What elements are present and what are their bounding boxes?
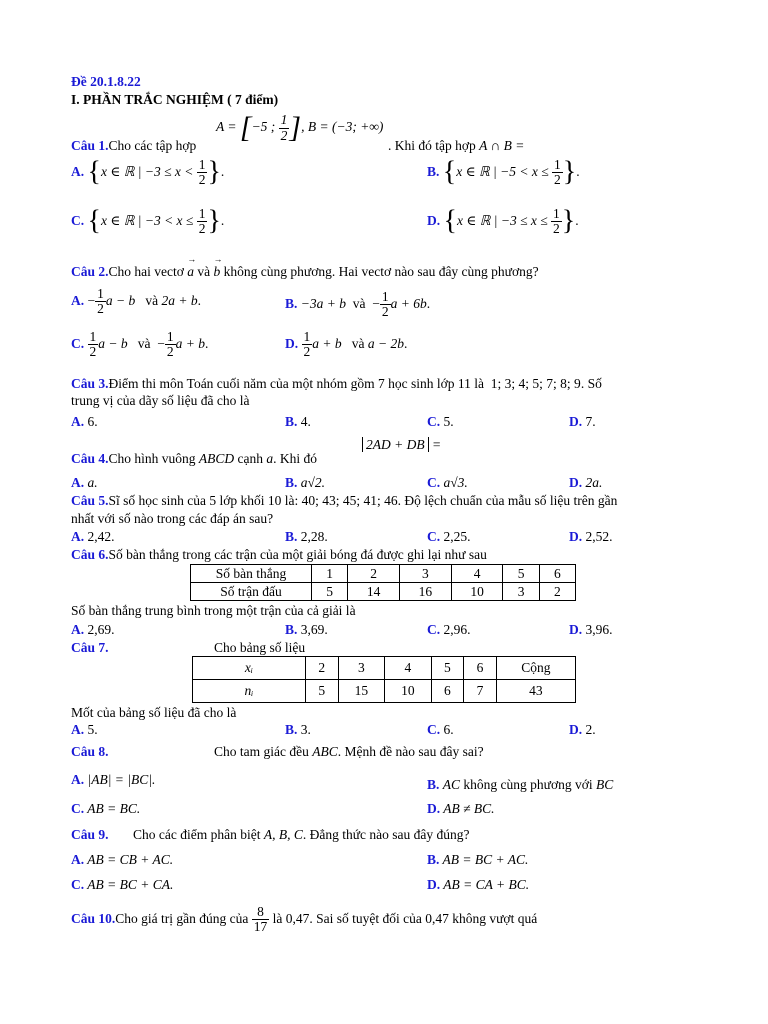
question-7-table: [192, 656, 576, 703]
table-cell: 6: [431, 680, 464, 703]
question-8-stem: Cho tam giác đều ABC. Mệnh đề nào sau đây sai?: [214, 744, 484, 759]
table-cell: 2: [306, 657, 339, 680]
question-2-option-b: B. −3a + b và − $\frac{1}{2}$ a + 6b.: [285, 289, 431, 320]
table-cell: 4: [451, 565, 503, 583]
question-2-option-d: D. $\frac{1}{2}$ a + b và a − 2b.: [285, 329, 408, 360]
question-7-option-d: D. 2.: [569, 722, 596, 737]
question-1-stem-mid: . Khi đó tập hợp A ∩ B =: [388, 138, 525, 153]
question-2-stem: Câu 2.Cho hai vectơ → a và → b không cùng phương. Hai vectơ nào sau đây cùng phương?: [71, 264, 539, 280]
question-1-option-b: B. {x ∈ ℝ | −5 < x ≤ $\frac{1}{2}$ }.: [427, 156, 580, 188]
table-cell: Cộng: [496, 657, 575, 680]
question-5-stem: Câu 5.Sĩ số học sinh của 5 lớp khối 10 là: 40; 43; 45; 41; 46. Độ lệch chuẩn của mẫu số liệu trên gần: [71, 493, 618, 508]
question-9-option-c: C. AB = BC + CA.: [71, 877, 174, 892]
question-6-table: [190, 564, 576, 601]
question-3-option-a: A. 6.: [71, 414, 98, 429]
question-8-label: Câu 8.: [71, 744, 109, 759]
table-cell: 6: [464, 657, 497, 680]
question-3-option-c: C. 5.: [427, 414, 454, 429]
question-7-option-c: C. 6.: [427, 722, 454, 737]
table-cell: 2: [348, 565, 400, 583]
question-7-option-a: A. 5.: [71, 722, 98, 737]
question-7-option-b: B. 3.: [285, 722, 311, 737]
question-4-expression: 2AD + DB =: [362, 437, 441, 453]
question-6-stem: Câu 6.Số bàn thắng trong các trận của một giải bóng đá được ghi lại như sau: [71, 547, 487, 562]
question-4-option-a: A. a.: [71, 475, 98, 490]
question-7-stem-line2: Mốt của bảng số liệu đã cho là: [71, 705, 237, 720]
table-row: [191, 583, 576, 601]
exam-code: Đề 20.1.8.22: [71, 74, 141, 89]
question-4-stem: Câu 4.Cho hình vuông ABCD cạnh a. Khi đó: [71, 451, 318, 466]
question-1-option-d: D. {x ∈ ℝ | −3 ≤ x ≤ $\frac{1}{2}$ }.: [427, 205, 579, 237]
question-9-option-d: D. AB = CA + BC.: [427, 877, 530, 892]
question-8-option-c: C. AB = BC.: [71, 801, 141, 816]
table-cell: 43: [496, 680, 575, 703]
question-6-option-c: C. 2,96.: [427, 622, 471, 637]
table-cell: nᵢ: [193, 680, 306, 703]
table-cell: 5: [503, 565, 539, 583]
section-title: I. PHẦN TRẮC NGHIỆM ( 7 điểm): [71, 92, 279, 107]
table-cell: 10: [451, 583, 503, 601]
table-cell: xᵢ: [193, 657, 306, 680]
question-4-option-d: D. 2a.: [569, 475, 603, 490]
question-8-option-a: A. |AB| = |BC|.: [71, 772, 156, 787]
table-row: [193, 657, 576, 680]
question-10-stem: Câu 10.Cho giá trị gần đúng của $\frac{8}{17}$ là 0,47. Sai số tuyệt đối của 0,47 không vượt quá: [71, 904, 538, 935]
table-cell: 4: [385, 657, 432, 680]
table-cell: 5: [306, 680, 339, 703]
question-6-stem-line2: Số bàn thắng trung bình trong một trận của cả giải là: [71, 603, 356, 618]
question-6-option-b: B. 3,69.: [285, 622, 328, 637]
question-3-option-b: B. 4.: [285, 414, 311, 429]
question-5-stem-line2: nhất với số nào trong các đáp án sau?: [71, 511, 274, 526]
question-2-option-a: A. − $\frac{1}{2}$ a − b và 2a + b.: [71, 286, 201, 317]
table-cell: 10: [385, 680, 432, 703]
question-9-option-b: B. AB = BC + AC.: [427, 852, 529, 867]
table-cell: 5: [431, 657, 464, 680]
question-9-label: Câu 9.: [71, 827, 109, 842]
question-4-option-b: B. a√2.: [285, 475, 326, 490]
question-6-option-a: A. 2,69.: [71, 622, 115, 637]
table-cell: Số trận đấu: [191, 583, 312, 601]
table-cell: 3: [399, 565, 451, 583]
question-9-stem: Cho các điểm phân biệt A, B, C. Đẳng thức nào sau đây đúng?: [133, 827, 470, 842]
table-cell: 6: [539, 565, 575, 583]
table-cell: 7: [464, 680, 497, 703]
question-7-label: Câu 7.: [71, 640, 109, 655]
question-7-stem: Cho bảng số liệu: [214, 640, 306, 655]
table-cell: 1: [312, 565, 348, 583]
question-1-stem: Câu 1.Cho các tập hợp: [71, 138, 197, 153]
question-1-option-c: C. {x ∈ ℝ | −3 < x ≤ $\frac{1}{2}$ }.: [71, 205, 225, 237]
question-3-stem: Câu 3.Điểm thi môn Toán cuối năm của một nhóm gồm 7 học sinh lớp 11 là 1; 3; 4; 5; 7; 8; 9. Số: [71, 376, 602, 391]
question-3-stem-line2: trung vị của dãy số liệu đã cho là: [71, 393, 250, 408]
question-5-option-d: D. 2,52.: [569, 529, 613, 544]
question-1-set-a: A = [−5 ; $\frac{1}{2}$ ], B = (−3; +∞): [216, 111, 384, 144]
question-5-option-c: C. 2,25.: [427, 529, 471, 544]
question-4-option-c: C. a√3.: [427, 475, 468, 490]
question-1-option-a: A. {x ∈ ℝ | −3 ≤ x < $\frac{1}{2}$ }.: [71, 156, 225, 188]
table-row: [193, 680, 576, 703]
question-8-option-d: D. AB ≠ BC.: [427, 801, 495, 816]
question-2-option-c: C. $\frac{1}{2}$ a − b và − $\frac{1}{2}$ a + b.: [71, 329, 209, 360]
table-cell: 3: [338, 657, 385, 680]
table-cell: 2: [539, 583, 575, 601]
question-6-option-d: D. 3,96.: [569, 622, 613, 637]
question-8-option-b: B. AC không cùng phương với BC: [427, 777, 614, 792]
question-9-option-a: A. AB = CB + AC.: [71, 852, 174, 867]
table-cell: Số bàn thắng: [191, 565, 312, 583]
table-cell: 16: [399, 583, 451, 601]
table-row: [191, 565, 576, 583]
question-5-option-a: A. 2,42.: [71, 529, 115, 544]
question-3-option-d: D. 7.: [569, 414, 596, 429]
table-cell: 15: [338, 680, 385, 703]
table-cell: 5: [312, 583, 348, 601]
question-5-option-b: B. 2,28.: [285, 529, 328, 544]
table-cell: 3: [503, 583, 539, 601]
table-cell: 14: [348, 583, 400, 601]
